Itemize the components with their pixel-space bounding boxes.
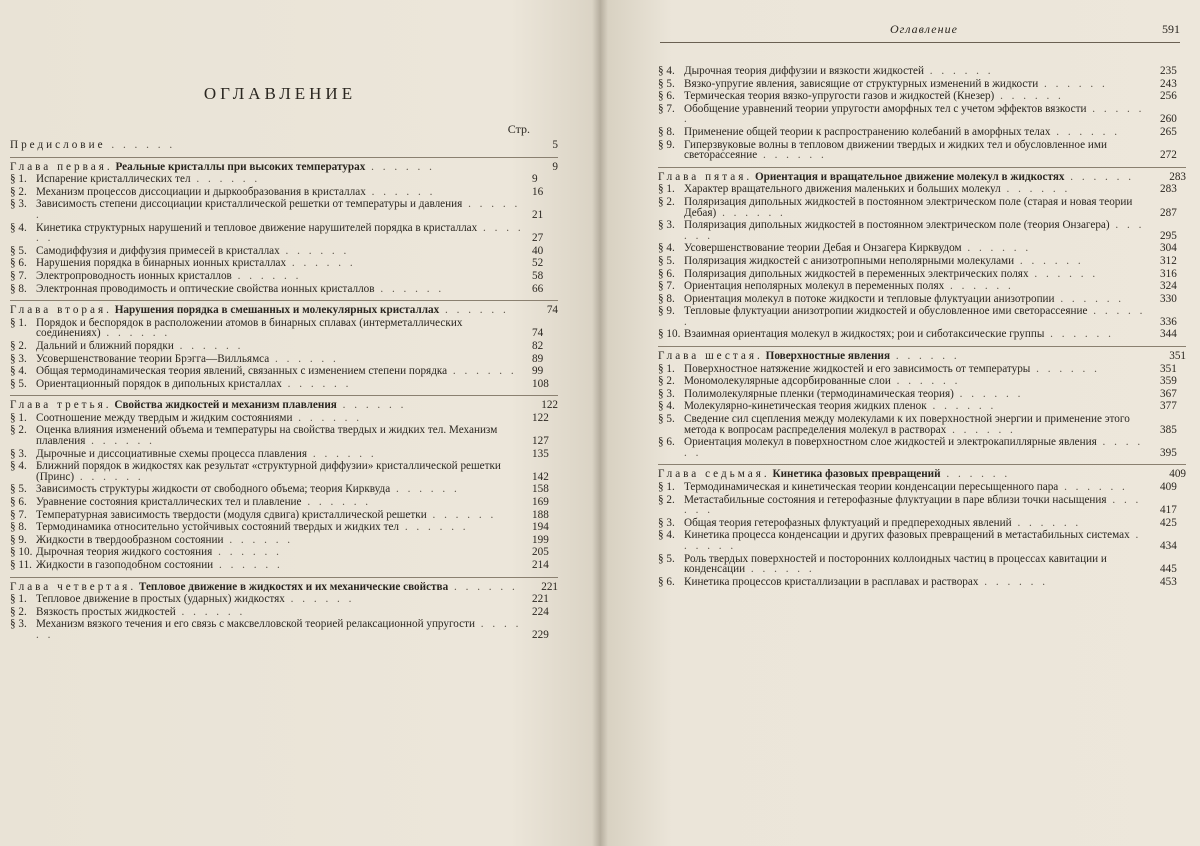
section-number: § 4. bbox=[658, 529, 675, 542]
dot-leader: . . . . . . bbox=[745, 563, 815, 576]
toc-section-entry: § 10. Дырочная теория жидкого состояния . . . . . . 205 bbox=[10, 546, 549, 559]
chapter-separator bbox=[10, 577, 558, 578]
dot-leader: . . . . . . bbox=[439, 304, 509, 317]
entry-title: Общая термодинамическая теория явлений, связанных с изменением степени порядка bbox=[36, 365, 448, 378]
dot-leader: . . . . . . bbox=[946, 423, 1016, 436]
entry-title: Температурная зависимость твердости (модуля сдвига) кристаллической решетки bbox=[36, 508, 427, 521]
entry-title: Поляризация дипольных жидкостей в постоянном электрическом поле (старая и новая теории Дебая) bbox=[684, 195, 1133, 219]
entry-title: Поверхностное натяжение жидкостей и его зависимость от температуры bbox=[684, 362, 1031, 375]
dot-leader: . . . . . . bbox=[684, 436, 1144, 459]
page-number: 122 bbox=[541, 399, 558, 412]
dot-leader: . . . . . . bbox=[100, 327, 171, 340]
toc-section-entry: § 1. Тепловое движение в простых (ударных) жидкостях . . . . . . 221 bbox=[10, 593, 549, 606]
entry-title: Соотношение между твердым и жидким состояниями bbox=[36, 411, 293, 424]
dot-leader: . . . . . . bbox=[944, 280, 1014, 293]
toc-section-entry: § 5. Поляризация жидкостей с анизотропными неполярными молекулами . . . . . . 312 bbox=[658, 254, 1177, 267]
dot-leader: . . . . . . bbox=[684, 305, 1146, 328]
toc-chapter-entry bbox=[658, 351, 1186, 362]
dot-leader: . . . . . . bbox=[953, 387, 1024, 400]
running-title: Оглавление bbox=[890, 22, 958, 36]
dot-leader: . . . . . . bbox=[890, 375, 961, 388]
toc-section-entry: § 3. Зависимость степени диссоциации кристаллической решетки от температуры и давления . . . . . . 21 bbox=[10, 198, 544, 221]
dot-leader: . . . . . . bbox=[284, 593, 355, 606]
entry-lead: Глава четвертая. bbox=[10, 580, 137, 593]
entry-title: Кинетика процесса конденсации и других фазовых превращений в метастабильных системах bbox=[684, 529, 1130, 542]
dot-leader: . . . . . . bbox=[85, 435, 155, 448]
toc-chapter-entry bbox=[658, 469, 1186, 480]
entry-title: Тепловые флуктуации анизотропии жидкостей и обусловленное ими светорассеяние bbox=[684, 305, 1088, 318]
dot-leader: . . . . . . bbox=[105, 139, 176, 151]
section-number: § 6. bbox=[10, 496, 27, 509]
section-number: § 9. bbox=[10, 533, 27, 546]
section-number: § 3. bbox=[658, 387, 675, 400]
toc-section-entry: § 2. Метастабильные состояния и гетерофазные флуктуации в паре вблизи точки насыщения . . . . . . 417 bbox=[658, 493, 1177, 517]
toc-section-entry: § 1. Характер вращательного движения маленьких и больших молекул . . . . . . 283 bbox=[658, 183, 1177, 196]
page-number: 5 bbox=[552, 139, 558, 151]
dot-leader: . . . . . . bbox=[212, 546, 282, 559]
toc-section-entry: § 2. Механизм процессов диссоциации и дыркообразования в кристаллах . . . . . . 16 bbox=[10, 185, 544, 198]
entry-title: Ориентационный порядок в дипольных кристаллах bbox=[36, 377, 282, 390]
section-number: § 6. bbox=[658, 575, 675, 588]
entry-lead: Глава пятая. bbox=[658, 170, 753, 183]
section-number: § 4. bbox=[10, 460, 27, 473]
entry-title: Характер вращательного движения маленьких и больших молекул bbox=[684, 183, 1001, 196]
toc-section-entry: § 5. Самодиффузия и диффузия примесей в кристаллах . . . . . . 40 bbox=[10, 244, 544, 257]
entry-lead: Глава первая. bbox=[10, 160, 113, 173]
entry-title: Ориентация молекул в потоке жидкости и тепловые флуктуации анизотропии bbox=[684, 292, 1055, 305]
dot-leader: . . . . . . bbox=[684, 102, 1145, 126]
toc-section-entry: § 4. Дырочная теория диффузии и вязкости жидкостей . . . . . . 235 bbox=[658, 65, 1177, 77]
dot-leader: . . . . . . bbox=[173, 339, 244, 352]
section-number: § 11. bbox=[10, 559, 32, 571]
toc-section-entry: § 7. Электропроводность ионных кристаллов . . . . . . 58 bbox=[10, 269, 544, 282]
toc-section-entry: § 9. Тепловые флуктуации анизотропии жидкостей и обусловленное ими светорассеяние . . . . . . 336 bbox=[658, 305, 1177, 328]
section-number: § 5. bbox=[658, 552, 675, 565]
toc-section-entry: § 5. Роль твердых поверхностей и посторонних коллоидных частиц в процессах кавитации и конденсации . . . . . . 445 bbox=[658, 552, 1177, 576]
dot-leader: . . . . . . bbox=[757, 149, 827, 162]
entry-title: Взаимная ориентация молекул в жидкостях; рои и сиботаксические группы bbox=[684, 328, 1045, 341]
chapter-separator bbox=[658, 464, 1186, 465]
entry-title: Зависимость структуры жидкости от свободного объема; теория Кирквуда bbox=[36, 483, 391, 496]
dot-leader: . . . . . . bbox=[213, 559, 283, 571]
dot-leader: . . . . . . bbox=[1038, 77, 1108, 90]
dot-leader: . . . . . . bbox=[390, 483, 460, 496]
dot-leader: . . . . . . bbox=[716, 206, 786, 219]
section-number: § 4. bbox=[658, 400, 675, 413]
section-number: § 9. bbox=[658, 305, 675, 318]
section-number: § 3. bbox=[658, 516, 675, 529]
dot-leader: . . . . . . bbox=[286, 257, 356, 270]
dot-leader: . . . . . . bbox=[1054, 292, 1125, 305]
toc-section-entry: § 2. Мономолекулярные адсорбированные слои . . . . . . 359 bbox=[658, 375, 1177, 388]
toc-chapter-entry bbox=[10, 400, 558, 411]
toc-section-entry: § 1. Термодинамическая и кинетическая теории конденсации пересыщенного пара . . . . . . 409 bbox=[658, 481, 1177, 493]
dot-leader: . . . . . . bbox=[307, 447, 377, 460]
toc-section-entry: § 5. Зависимость структуры жидкости от свободного объема; теория Кирквуда . . . . . . 158 bbox=[10, 483, 549, 496]
chapter-separator bbox=[10, 300, 558, 301]
entry-title: Дырочная теория жидкого состояния bbox=[36, 546, 213, 559]
page-number: 409 bbox=[1169, 468, 1186, 481]
toc-section-entry: § 4. Усовершенствование теории Дебая и Онзагера Кирквудом . . . . . . 304 bbox=[658, 242, 1177, 255]
entry-title: Усовершенствование теории Дебая и Онзагера Кирквудом bbox=[684, 242, 962, 255]
section-number: § 5. bbox=[658, 413, 675, 426]
toc-front-entry bbox=[10, 140, 558, 151]
entry-title: Сведение сил сцепления между молекулами к их поверхностной энергии и применение этого метода к вопросам распределения молекул в растворах bbox=[684, 413, 1130, 436]
toc-section-entry: § 6. Уравнение состояния кристаллических тел и плавление . . . . . . 169 bbox=[10, 496, 549, 509]
toc-section-entry: § 7. Ориентация неполярных молекул в переменных полях . . . . . . 324 bbox=[658, 280, 1177, 293]
chapter-separator bbox=[658, 167, 1186, 168]
dot-leader: . . . . . . bbox=[175, 605, 246, 618]
dot-leader: . . . . . . bbox=[447, 365, 517, 378]
toc-section-entry: § 1. Поверхностное натяжение жидкостей и его зависимость от температуры . . . . . . 351 bbox=[658, 362, 1177, 375]
dot-leader: . . . . . . bbox=[684, 493, 1142, 517]
entry-title: Полимолекулярные пленки (термодинамическая теория) bbox=[684, 387, 954, 400]
header-rule bbox=[660, 42, 1180, 43]
entry-title: Тепловое движение в простых (ударных) жидкостях bbox=[36, 593, 285, 606]
dot-leader: . . . . . . bbox=[279, 244, 350, 257]
entry-title: Жидкости в газоподобном состоянии bbox=[36, 559, 214, 571]
page-number: 9 bbox=[552, 160, 558, 173]
toc-section-entry: § 1. Соотношение между твердым и жидким состояниями . . . . . . 122 bbox=[10, 411, 549, 424]
entry-title: Реальные кристаллы при высоких температурах bbox=[115, 160, 366, 173]
entry-title: Мономолекулярные адсорбированные слои bbox=[684, 375, 891, 388]
section-number: § 2. bbox=[10, 339, 27, 352]
entry-title: Электропроводность ионных кристаллов bbox=[36, 269, 232, 282]
dot-leader: . . . . . . bbox=[281, 377, 352, 390]
dot-leader: . . . . . . bbox=[292, 411, 363, 424]
dot-leader: . . . . . . bbox=[978, 575, 1049, 588]
entry-title: Обобщение уравнений теории упругости аморфных тел с учетом эффектов вязкости bbox=[684, 102, 1087, 115]
section-number: § 1. bbox=[10, 316, 27, 329]
dot-leader: . . . . . . bbox=[1044, 328, 1114, 341]
section-number: § 7. bbox=[658, 102, 675, 115]
entry-title: Метастабильные состояния и гетерофазные флуктуации в паре вблизи точки насыщения bbox=[684, 493, 1107, 506]
section-number: § 10. bbox=[658, 328, 681, 341]
toc-section-entry: § 11. Жидкости в газоподобном состоянии . . . . . . 214 bbox=[10, 559, 549, 571]
dot-leader: . . . . . . bbox=[74, 470, 144, 483]
toc-section-entry: § 6. Термическая теория вязко-упругости газов и жидкостей (Кнезер) . . . . . . 256 bbox=[658, 90, 1177, 103]
toc-section-entry: § 10. Взаимная ориентация молекул в жидкостях; рои и сиботаксические группы . . . . . . 344 bbox=[658, 328, 1177, 341]
toc-section-entry: § 2. Вязкость простых жидкостей . . . . . . 224 bbox=[10, 605, 549, 618]
entry-title: Дырочная теория диффузии и вязкости жидкостей bbox=[684, 65, 924, 77]
section-number: § 6. bbox=[658, 267, 675, 280]
section-number: § 2. bbox=[10, 605, 27, 618]
dot-leader: . . . . . . bbox=[684, 529, 1142, 552]
dot-leader: . . . . . . bbox=[1014, 254, 1084, 267]
toc-section-entry: § 2. Оценка влияния изменений объема и температуры на свойства твердых и жидких тел. Механизм плавления . . . . . . 127 bbox=[10, 424, 549, 448]
toc-section-entry: § 4. Кинетика процесса конденсации и других фазовых превращений в метастабильных системах . . . . . . 434 bbox=[658, 529, 1177, 552]
entry-title: Механизм вязкого течения и его связь с максвелловской теорией релаксационной упругости bbox=[36, 618, 475, 631]
dot-leader: . . . . . . bbox=[1000, 183, 1071, 196]
entry-title: Кинетика фазовых превращений bbox=[772, 468, 941, 481]
page-number: 283 bbox=[1169, 170, 1186, 183]
page-number: 351 bbox=[1169, 350, 1186, 363]
section-number: § 7. bbox=[10, 508, 27, 521]
section-number: § 4. bbox=[658, 65, 675, 77]
section-number: § 5. bbox=[10, 483, 27, 496]
page-number: 221 bbox=[541, 580, 558, 593]
dot-leader: . . . . . . bbox=[1030, 362, 1100, 375]
entry-title: Поляризация дипольных жидкостей в переменных электрических полях bbox=[684, 267, 1029, 280]
toc-chapter-entry bbox=[10, 582, 558, 593]
toc-section-entry: § 6. Нарушения порядка в бинарных ионных кристаллах . . . . . . 52 bbox=[10, 257, 544, 270]
dot-leader: . . . . . . bbox=[923, 65, 994, 77]
entry-title: Порядок и беспорядок в расположении атомов в бинарных сплавах (интерметаллических соединениях) bbox=[36, 316, 463, 340]
entry-title: Общая теория гетерофазных флуктуаций и предпереходных явлений bbox=[684, 516, 1012, 529]
page-title: ОГЛАВЛЕНИЕ bbox=[203, 84, 357, 103]
pages-column-header: Стр. bbox=[507, 122, 530, 136]
dot-leader: . . . . . . bbox=[890, 350, 960, 363]
section-number: § 2. bbox=[10, 424, 27, 437]
entry-title: Тепловое движение в жидкостях и их механические свойства bbox=[138, 580, 449, 593]
entry-title: Поверхностные явления bbox=[765, 350, 891, 363]
section-number: § 4. bbox=[10, 365, 27, 378]
entry-title: Зависимость степени диссоциации кристаллической решетки от температуры и давления bbox=[36, 198, 463, 211]
section-number: § 4. bbox=[658, 242, 675, 255]
section-number: § 6. bbox=[658, 90, 675, 103]
dot-leader: . . . . . . bbox=[36, 618, 522, 641]
entry-title: Молекулярно-кинетическая теория жидких пленок bbox=[684, 400, 927, 413]
entry-title: Самодиффузия и диффузия примесей в кристаллах bbox=[36, 244, 280, 257]
section-number: § 1. bbox=[658, 481, 675, 493]
section-number: § 1. bbox=[10, 593, 27, 606]
entry-title: Свойства жидкостей и механизм плавления bbox=[114, 399, 337, 412]
toc-section-entry: § 3. Полимолекулярные пленки (термодинамическая теория) . . . . . . 367 bbox=[658, 387, 1177, 400]
section-number: § 8. bbox=[10, 282, 27, 295]
toc-section-entry: § 4. Общая термодинамическая теория явлений, связанных с изменением степени порядка . . . . . . 99 bbox=[10, 365, 544, 378]
toc-section-entry: § 3. Механизм вязкого течения и его связь с максвелловской теорией релаксационной упругости . . . . . . 229 bbox=[10, 618, 549, 641]
entry-title: Дырочные и диссоциативные схемы процесса плавления bbox=[36, 447, 308, 460]
entry-title: Применение общей теории к распространению колебаний в аморфных телах bbox=[684, 125, 1051, 138]
dot-leader: . . . . . . bbox=[36, 221, 524, 245]
entry-title: Испарение кристаллических тел bbox=[36, 173, 191, 186]
toc-section-entry: § 5. Ориентационный порядок в дипольных кристаллах . . . . . . 108 bbox=[10, 377, 549, 390]
section-number: § 3. bbox=[10, 618, 27, 631]
toc-section-entry: § 2. Дальний и ближний порядки . . . . . . 82 bbox=[10, 339, 544, 352]
entry-title: Гиперзвуковые волны в тепловом движении твердых и жидких тел и обусловленное ими светорассеяние bbox=[684, 138, 1107, 162]
right-page bbox=[600, 0, 1200, 846]
section-number: § 1. bbox=[10, 173, 27, 186]
section-number: § 9. bbox=[658, 138, 675, 151]
dot-leader: . . . . . . bbox=[223, 533, 294, 546]
section-number: § 2. bbox=[10, 185, 27, 198]
toc-chapter-entry bbox=[10, 162, 558, 173]
section-number: § 3. bbox=[10, 352, 27, 365]
dot-leader: . . . . . . bbox=[231, 269, 302, 282]
toc-section-entry: § 4. Молекулярно-кинетическая теория жидких пленок . . . . . . 377 bbox=[658, 400, 1177, 413]
toc-section-entry: § 5. Сведение сил сцепления между молекулами к их поверхностной энергии и применение этого метода к вопросам распределения молекул в растворах . . . . . . 385 bbox=[658, 413, 1177, 436]
dot-leader: . . . . . . bbox=[301, 496, 372, 509]
section-number: § 5. bbox=[10, 377, 27, 390]
section-number: § 7. bbox=[658, 280, 675, 293]
page-number: 74 bbox=[546, 304, 558, 317]
dot-leader: . . . . . . bbox=[190, 173, 261, 186]
toc-section-entry: § 3. Усовершенствование теории Брэгга—Вилльямса . . . . . . 89 bbox=[10, 352, 544, 365]
entry-title: Вязкость простых жидкостей bbox=[36, 605, 176, 618]
entry-title: Нарушения порядка в бинарных ионных кристаллах bbox=[36, 257, 287, 270]
section-number: § 5. bbox=[10, 244, 27, 257]
toc-section-entry: § 6. Поляризация дипольных жидкостей в переменных электрических полях . . . . . . 316 bbox=[658, 267, 1177, 280]
entry-title: Кинетика процессов кристаллизации в расплавах и растворах bbox=[684, 575, 979, 588]
section-number: § 2. bbox=[658, 493, 675, 506]
toc-section-entry: § 3. Дырочные и диссоциативные схемы процесса плавления . . . . . . 135 bbox=[10, 447, 549, 460]
section-number: § 3. bbox=[10, 198, 27, 211]
section-number: § 3. bbox=[10, 447, 27, 460]
dot-leader: . . . . . . bbox=[1064, 170, 1135, 183]
toc-section-entry: § 9. Жидкости в твердообразном состоянии . . . . . . 199 bbox=[10, 533, 549, 546]
entry-title: Оценка влияния изменений объема и температуры на свойства твердых и жидких тел. Механизм плавления bbox=[36, 424, 498, 448]
entry-lead: Предисловие bbox=[10, 139, 106, 151]
toc-section-entry: § 6. Кинетика процессов кристаллизации в расплавах и растворах . . . . . . 453 bbox=[658, 575, 1177, 588]
toc-section-entry: § 7. Обобщение уравнений теории упругости аморфных тел с учетом эффектов вязкости . . . . . . 260 bbox=[658, 102, 1177, 126]
toc-chapter-entry bbox=[10, 305, 558, 316]
section-number: § 2. bbox=[658, 195, 675, 208]
entry-lead: Глава третья. bbox=[10, 399, 112, 412]
toc-section-entry: § 3. Поляризация дипольных жидкостей в постоянном электрическом поле (теория Онзагера) . . . . . . 295 bbox=[658, 219, 1177, 242]
dot-leader: . . . . . . bbox=[940, 468, 1011, 481]
section-number: § 3. bbox=[658, 219, 675, 232]
section-number: § 10. bbox=[10, 546, 33, 559]
toc-section-entry: § 8. Электронная проводимость и оптические свойства ионных кристаллов . . . . . . 66 bbox=[10, 282, 544, 295]
section-number: § 1. bbox=[10, 411, 27, 424]
toc-section-entry: § 8. Ориентация молекул в потоке жидкости и тепловые флуктуации анизотропии . . . . . . 330 bbox=[658, 292, 1177, 305]
entry-lead: Глава вторая. bbox=[10, 304, 112, 317]
dot-leader: . . . . . . bbox=[336, 399, 407, 412]
toc-left bbox=[10, 140, 558, 641]
toc-section-entry: § 1. Порядок и беспорядок в расположении атомов в бинарных сплавах (интерметаллических соединениях) . . . . . . 74 bbox=[10, 316, 544, 340]
toc-section-entry: § 8. Применение общей теории к распространению колебаний в аморфных телах . . . . . . 265 bbox=[658, 125, 1177, 138]
section-number: § 4. bbox=[10, 221, 27, 234]
dot-leader: . . . . . . bbox=[1011, 516, 1082, 529]
section-number: § 5. bbox=[658, 254, 675, 267]
toc-section-entry: § 4. Кинетика структурных нарушений и тепловое движение нарушителей порядка в кристаллах . . . . . . 27 bbox=[10, 221, 544, 245]
entry-title: Термодинамическая и кинетическая теории конденсации пересыщенного пара bbox=[684, 481, 1059, 493]
entry-title: Нарушения порядка в смешанных и молекулярных кристаллах bbox=[114, 304, 440, 317]
entry-title: Ориентация молекул в поверхностном слое жидкостей и электрокапиллярные явления bbox=[684, 436, 1097, 449]
dot-leader: . . . . . . bbox=[994, 90, 1064, 103]
toc-section-entry: § 6. Ориентация молекул в поверхностном слое жидкостей и электрокапиллярные явления . . . . . . 395 bbox=[658, 436, 1177, 459]
dot-leader: . . . . . . bbox=[1050, 125, 1120, 138]
section-number: § 6. bbox=[10, 257, 27, 270]
section-number: § 5. bbox=[658, 77, 675, 90]
entry-title: Ориентация и вращательное движение молекул в жидкостях bbox=[754, 170, 1065, 183]
entry-title: Роль твердых поверхностей и посторонних коллоидных частиц в процессах кавитации и конденсации bbox=[684, 552, 1107, 576]
entry-title: Вязко-упругие явления, зависящие от структурных изменений в жидкости bbox=[684, 77, 1039, 90]
section-number: § 8. bbox=[658, 292, 675, 305]
entry-lead: Глава седьмая. bbox=[658, 468, 770, 481]
toc-chapter-entry bbox=[658, 172, 1186, 183]
dot-leader: . . . . . . bbox=[365, 160, 435, 173]
dot-leader: . . . . . . bbox=[374, 282, 445, 295]
dot-leader: . . . . . . bbox=[1028, 267, 1099, 280]
book-gutter bbox=[592, 0, 608, 846]
toc-section-entry: § 9. Гиперзвуковые волны в тепловом движении твердых и жидких тел и обусловленное ими светорассеяние . . . . . . 272 bbox=[658, 138, 1177, 162]
dot-leader: . . . . . . bbox=[269, 352, 339, 365]
dot-leader: . . . . . . bbox=[684, 219, 1145, 242]
toc-section-entry: § 3. Общая теория гетерофазных флуктуаций и предпереходных явлений . . . . . . 425 bbox=[658, 516, 1177, 529]
section-number: § 8. bbox=[658, 125, 675, 138]
entry-title: Усовершенствование теории Брэгга—Вилльямса bbox=[36, 352, 270, 365]
dot-leader: . . . . . . bbox=[36, 198, 521, 221]
dot-leader: . . . . . . bbox=[365, 185, 436, 198]
dot-leader: . . . . . . bbox=[961, 242, 1032, 255]
toc-section-entry: § 2. Поляризация дипольных жидкостей в постоянном электрическом поле (старая и новая теории Дебая) . . . . . . 287 bbox=[658, 195, 1177, 219]
entry-title: Электронная проводимость и оптические свойства ионных кристаллов bbox=[36, 282, 375, 295]
dot-leader: . . . . . . bbox=[1058, 481, 1128, 493]
chapter-separator bbox=[658, 346, 1186, 347]
section-number: § 7. bbox=[10, 269, 27, 282]
entry-title: Жидкости в твердообразном состоянии bbox=[36, 533, 224, 546]
toc-section-entry: § 1. Испарение кристаллических тел . . . . . . 9 bbox=[10, 173, 538, 186]
entry-title: Механизм процессов диссоциации и дыркообразования в кристаллах bbox=[36, 185, 366, 198]
entry-title: Ориентация неполярных молекул в переменных полях bbox=[684, 280, 945, 293]
toc-section-entry: § 5. Вязко-упругие явления, зависящие от структурных изменений в жидкости . . . . . . 243 bbox=[658, 77, 1177, 90]
entry-title: Термодинамика относительно устойчивых состояний твердых и жидких тел bbox=[36, 521, 400, 534]
entry-title: Ближний порядок в жидкостях как результат «структурной диффузии» кристаллической решетки (Принс) bbox=[36, 460, 501, 483]
section-number: § 1. bbox=[658, 183, 675, 196]
page-number: 591 bbox=[1162, 22, 1180, 36]
dot-leader: . . . . . . bbox=[926, 400, 997, 413]
entry-title: Дальний и ближний порядки bbox=[36, 339, 174, 352]
section-number: § 6. bbox=[658, 436, 675, 449]
toc-section-entry: § 7. Температурная зависимость твердости (модуля сдвига) кристаллической решетки . . . . . . 188 bbox=[10, 508, 549, 521]
chapter-separator bbox=[10, 157, 558, 158]
chapter-separator bbox=[10, 395, 558, 396]
dot-leader: . . . . . . bbox=[399, 521, 469, 534]
entry-title: Кинетика структурных нарушений и тепловое движение нарушителей порядка в кристаллах bbox=[36, 221, 478, 234]
entry-title: Поляризация жидкостей с анизотропными неполярными молекулами bbox=[684, 254, 1015, 267]
section-number: § 2. bbox=[658, 375, 675, 388]
entry-title: Уравнение состояния кристаллических тел и плавление bbox=[36, 496, 302, 509]
entry-lead: Глава шестая. bbox=[658, 350, 763, 363]
toc-right bbox=[658, 64, 1186, 587]
toc-section-entry: § 8. Термодинамика относительно устойчивых состояний твердых и жидких тел . . . . . . 194 bbox=[10, 521, 549, 534]
dot-leader: . . . . . . bbox=[426, 508, 497, 521]
dot-leader: . . . . . . bbox=[448, 580, 518, 593]
toc-section-entry: § 4. Ближний порядок в жидкостях как результат «структурной диффузии» кристаллической решетки (Принс) . . . . . . 142 bbox=[10, 460, 549, 483]
section-number: § 8. bbox=[10, 521, 27, 534]
section-number: § 1. bbox=[658, 362, 675, 375]
entry-title: Поляризация дипольных жидкостей в постоянном электрическом поле (теория Онзагера) bbox=[684, 219, 1110, 232]
entry-title: Термическая теория вязко-упругости газов и жидкостей (Кнезер) bbox=[684, 90, 995, 103]
